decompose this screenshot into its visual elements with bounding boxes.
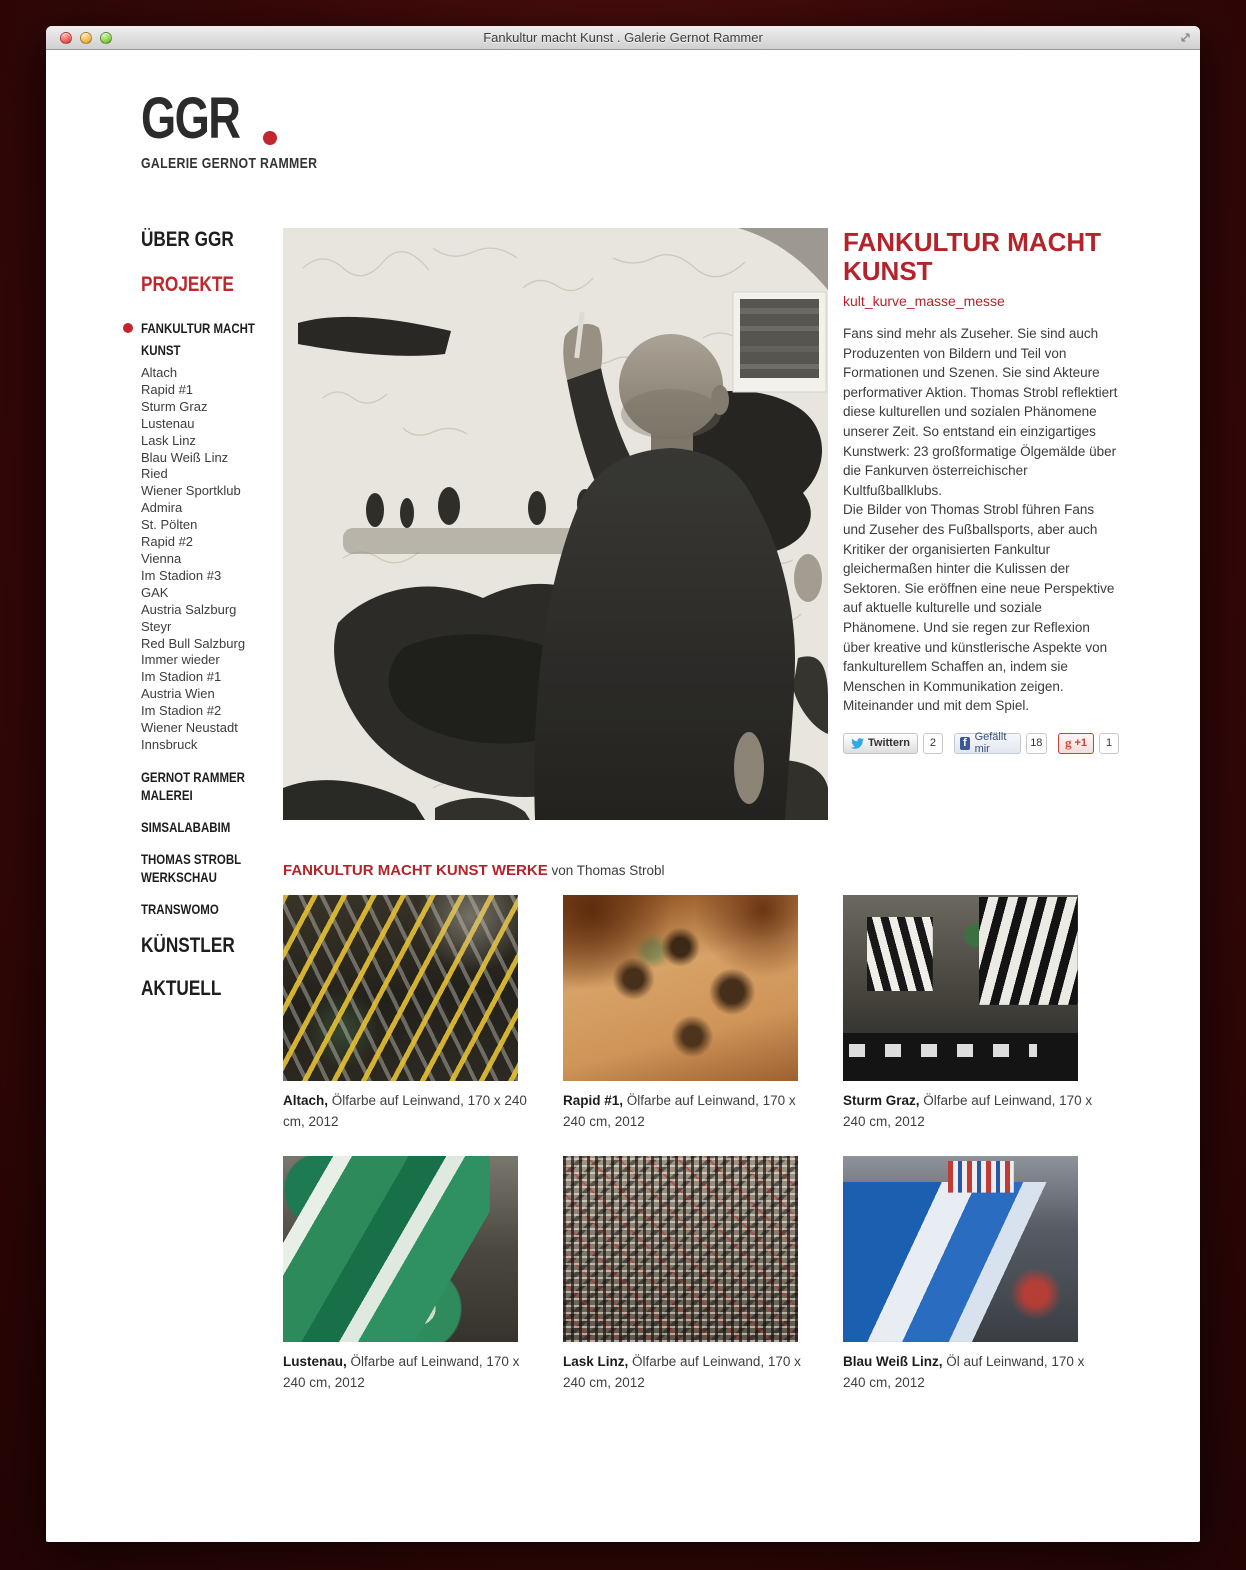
studio-photo	[283, 228, 828, 820]
werk-card-blau-weiss-linz	[843, 1156, 1085, 1393]
sidebar-item-innsbruck[interactable]: Innsbruck	[141, 736, 198, 752]
sidebar-item-fankultur-macht-kunst[interactable]: FANKULTUR MACHT KUNST	[141, 317, 291, 361]
werk-thumbnail-lask-linz[interactable]	[563, 1156, 798, 1342]
sidebar-item-wiener-neustadt[interactable]: Wiener Neustadt	[141, 720, 238, 736]
werke-byline: von Thomas Strobl	[547, 863, 665, 878]
twitter-count[interactable]: 2	[923, 733, 943, 754]
sidebar-item-ried[interactable]: Ried	[141, 466, 168, 482]
facebook-like-button[interactable]: f Gefällt mir	[954, 733, 1021, 754]
werk-thumbnail-sturm-graz[interactable]	[843, 895, 1078, 1081]
sidebar-item-lustenau[interactable]: Lustenau	[141, 415, 195, 431]
sidebar-item-simsalababim[interactable]: SIMSALABABIM	[141, 818, 231, 835]
werk-card-lask-linz	[563, 1156, 801, 1393]
werke-section	[283, 862, 1128, 1393]
sidebar-item-sturm-graz[interactable]: Sturm Graz	[141, 398, 208, 414]
sidebar-item-projekte[interactable]: PROJEKTE	[141, 273, 234, 296]
site-logo[interactable]	[141, 86, 361, 172]
window-title: Fankultur macht Kunst . Galerie Gernot Rammer	[483, 30, 763, 45]
article-text: Fans sind mehr als Zuseher. Sie sind auch Produzenten von Bildern und Teil von Formationen und Szenen. Sie sind Akteure performativer Aktion. Thomas Strobl reflektiert diese kulturellen und sozialen Phänomene unserer Zeit. So entstand ein einzigartiges Kunstwerk: 23 großformatige Ölgemälde über die Fankurven österreichischer Kultfußballklubs. Die Bilder von Thomas Strobl führen Fans und Zuseher des Fußballsports, aber auch Kritiker der organisierten Fankultur gleichermaßen hinter die Kulissen der Sektoren. Sie eröffnen eine neue Perspektive auf aktuelle kulturelle und soziale Phänomene. Und sie regen zur Reflexion über kreative und künstlerische Aspekte von fankulturellem Schaffen an, indem sie Menschen in Kommunikation zeigen. Miteinander und mit dem Spiel.	[843, 326, 1118, 714]
werk-card-lustenau	[283, 1156, 518, 1393]
google-plus-one-button[interactable]: g +1	[1058, 733, 1094, 754]
sidebar-item-altach[interactable]: Altach	[141, 365, 178, 380]
window-titlebar[interactable]	[46, 26, 1200, 50]
werke-heading-title: FANKULTUR MACHT KUNST WERKE	[283, 862, 548, 879]
werk-thumbnail-blau-weiss-linz[interactable]	[843, 1156, 1078, 1342]
werke-grid	[283, 895, 1123, 1393]
sidebar-item-admira[interactable]: Admira	[141, 500, 183, 516]
sidebar-item-aktuell[interactable]: AKTUELL	[141, 976, 222, 1000]
werk-card-sturm-graz	[843, 895, 1093, 1132]
sidebar-item-steyr[interactable]: Steyr	[141, 618, 172, 634]
sidebar-item-rapid-2[interactable]: Rapid #2	[141, 534, 194, 550]
werk-caption: Altach, Ölfarbe auf Leinwand, 170 x 240 cm, 2012	[283, 1093, 527, 1129]
sidebar-nav	[141, 228, 291, 1001]
werk-caption: Sturm Graz, Ölfarbe auf Leinwand, 170 x 240 cm, 2012	[843, 1093, 1093, 1129]
werk-caption: Blau Weiß Linz, Öl auf Leinwand, 170 x 240 cm, 2012	[843, 1354, 1085, 1390]
sidebar-item-red-bull-salzburg[interactable]: Red Bull Salzburg	[141, 635, 246, 651]
sidebar-item-kuenstler[interactable]: KÜNSTLER	[141, 933, 235, 957]
active-bullet-icon	[123, 323, 133, 333]
window-resize-grip[interactable]	[1178, 30, 1193, 45]
werk-caption: Lustenau, Ölfarbe auf Leinwand, 170 x 240 cm, 2012	[283, 1354, 520, 1390]
werk-thumbnail-rapid-1[interactable]	[563, 895, 798, 1081]
article-column	[843, 228, 1119, 754]
page-content	[46, 50, 1200, 1541]
article-subtitle: kult_kurve_masse_messe	[843, 293, 1005, 309]
logo-red-dot-icon	[263, 131, 277, 145]
werk-thumbnail-altach[interactable]	[283, 895, 518, 1081]
sidebar-item-thomas-strobl-werkschau[interactable]: THOMAS STROBL WERKSCHAU	[141, 850, 241, 885]
sidebar-item-im-stadion-2[interactable]: Im Stadion #2	[141, 703, 222, 719]
werk-thumbnail-lustenau[interactable]	[283, 1156, 518, 1342]
zoom-button[interactable]	[100, 32, 112, 44]
sidebar-item-im-stadion-3[interactable]: Im Stadion #3	[141, 567, 222, 583]
sidebar-item-gak[interactable]: GAK	[141, 584, 169, 600]
social-buttons	[843, 733, 1119, 754]
logo-text: GGR	[141, 86, 240, 151]
sidebar-item-austria-salzburg[interactable]: Austria Salzburg	[141, 601, 237, 617]
sidebar-item-immer-wieder[interactable]: Immer wieder	[141, 652, 220, 668]
sidebar-item-blau-weiss-linz[interactable]: Blau Weiß Linz	[141, 449, 229, 465]
sidebar-item-austria-wien[interactable]: Austria Wien	[141, 686, 215, 702]
google-g-icon: g	[1064, 735, 1072, 751]
werk-card-rapid-1	[563, 895, 798, 1132]
sidebar-item-ueber-ggr[interactable]: ÜBER GGR	[141, 228, 234, 251]
browser-window	[46, 26, 1200, 1542]
sidebar-item-im-stadion-1[interactable]: Im Stadion #1	[141, 669, 222, 685]
logo-subtitle: GALERIE GERNOT RAMMER	[141, 155, 318, 172]
facebook-count[interactable]: 18	[1026, 733, 1047, 754]
twitter-bird-icon	[851, 738, 864, 749]
sidebar-item-gernot-rammer-malerei[interactable]: GERNOT RAMMER MALEREI	[141, 768, 245, 803]
sidebar-item-wiener-sportklub[interactable]: Wiener Sportklub	[141, 483, 241, 499]
sidebar-item-transwomo[interactable]: TRANSWOMO	[141, 900, 219, 917]
werke-heading	[283, 862, 1128, 879]
sidebar-item-lask-linz[interactable]: Lask Linz	[141, 432, 196, 448]
painter-at-canvas-illustration	[283, 228, 828, 820]
close-button[interactable]	[60, 32, 72, 44]
werk-card-altach	[283, 895, 527, 1132]
werk-caption: Rapid #1, Ölfarbe auf Leinwand, 170 x 240 cm, 2012	[563, 1093, 796, 1129]
google-plus-count[interactable]: 1	[1099, 733, 1119, 754]
sidebar-work-list	[141, 365, 291, 754]
article-title: FANKULTUR MACHT KUNST	[843, 227, 1102, 286]
twitter-share-button[interactable]: Twittern	[843, 733, 918, 754]
facebook-f-icon: f	[960, 737, 970, 750]
sidebar-item-st-poelten[interactable]: St. Pölten	[141, 517, 198, 533]
sidebar-item-vienna[interactable]: Vienna	[141, 550, 182, 566]
minimize-button[interactable]	[80, 32, 92, 44]
sidebar-item-rapid-1[interactable]: Rapid #1	[141, 381, 194, 397]
werk-caption: Lask Linz, Ölfarbe auf Leinwand, 170 x 240 cm, 2012	[563, 1354, 801, 1390]
